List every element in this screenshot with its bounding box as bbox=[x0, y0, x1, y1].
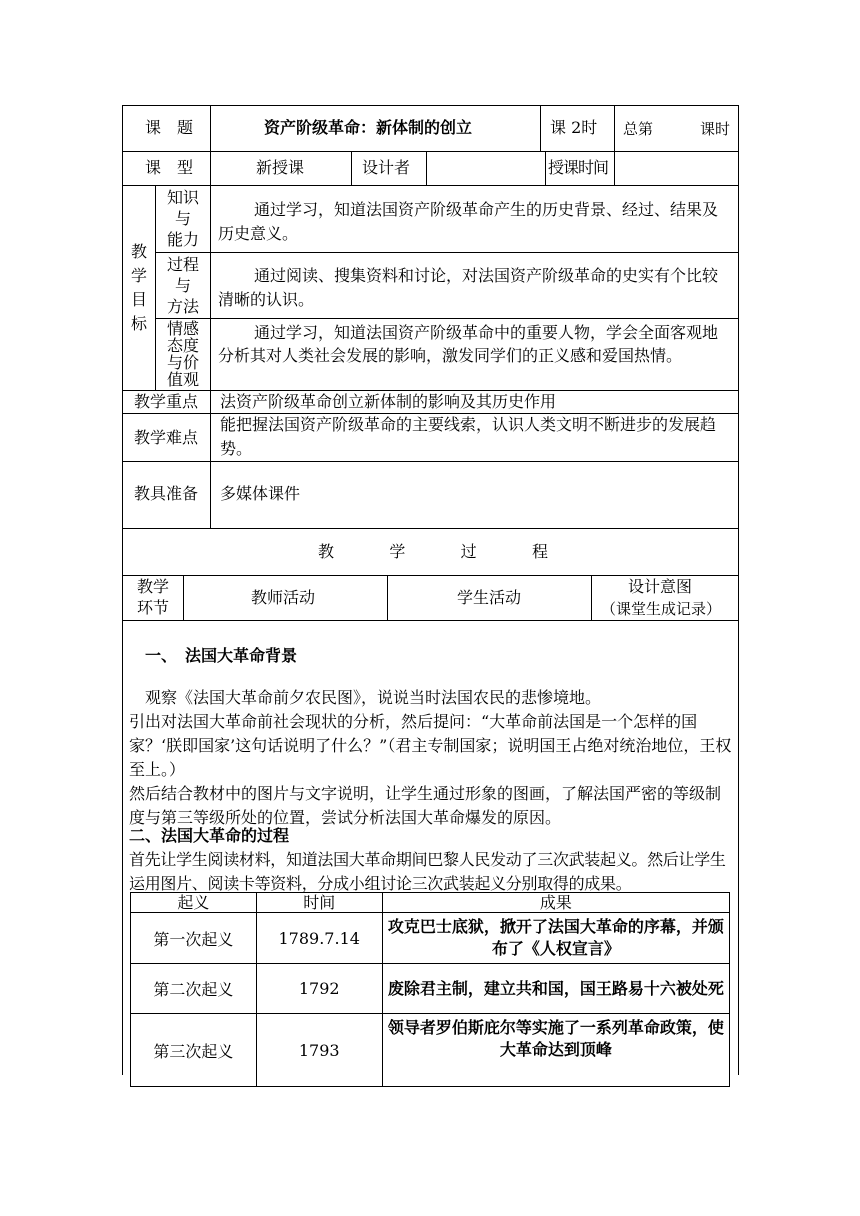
section-heading-1: 一、 法国大革命背景 bbox=[145, 646, 298, 665]
stage-header-line: 环节 bbox=[136, 598, 169, 617]
objective-label-knowledge bbox=[157, 187, 209, 250]
paragraph-2: 引出对法国大革命前社会现状的分析，然后提问：“大革命前法国是一个怎样的国家？‘朕即国家’这句话说明了什么？”（君主专制国家；说明国王占绝对统治地位，王权至上。） bbox=[129, 712, 732, 779]
intent-subheader: （课堂生成记录） bbox=[601, 600, 722, 618]
objective-text-emotion: 通过学习，知道法国资产阶级革命中的重要人物，学会全面客观地分析其对人类社会发展的影响，激发同学们的正义感和爱国热情。 bbox=[218, 323, 719, 365]
lesson-hours: 课 2时 bbox=[550, 118, 598, 137]
label-line: 与 bbox=[174, 276, 191, 295]
stage-header bbox=[124, 576, 182, 618]
teacher-header: 教师活动 bbox=[251, 588, 316, 607]
difficulty-label: 教学难点 bbox=[134, 428, 199, 447]
uprisings-table bbox=[130, 892, 730, 1087]
vline bbox=[210, 185, 211, 528]
table-row bbox=[131, 913, 730, 964]
difficulty-text: 能把握法国资产阶级革命的主要线索，认识人类文明不断进步的发展趋势。 bbox=[220, 415, 717, 458]
objective-text-process: 通过阅读、搜集资料和讨论，对法国资产阶级革命的史实有个比较清晰的认识。 bbox=[218, 266, 719, 309]
designer-label: 设计者 bbox=[362, 158, 411, 177]
objective-label-emotion bbox=[157, 320, 209, 388]
header-uprising: 起义 bbox=[131, 893, 257, 913]
header-result: 成果 bbox=[382, 893, 729, 913]
vline bbox=[155, 185, 156, 390]
uprising-name: 第一次起义 bbox=[131, 913, 257, 964]
hline bbox=[122, 528, 739, 529]
total-prefix: 总第 bbox=[623, 120, 654, 138]
label-line: 与 bbox=[174, 209, 191, 228]
uprising-name: 第三次起义 bbox=[131, 1014, 257, 1087]
type-value: 新授课 bbox=[256, 158, 305, 177]
header-time: 时间 bbox=[256, 893, 382, 913]
hline bbox=[155, 318, 739, 319]
tools-label: 教具准备 bbox=[134, 484, 199, 503]
uprising-result: 废除君主制，建立共和国，国王路易十六被处死 bbox=[382, 964, 729, 1014]
objectives-label-char: 目 bbox=[130, 290, 147, 309]
vline bbox=[351, 151, 352, 185]
process-title-char: 教 bbox=[318, 542, 335, 561]
frame-top bbox=[122, 105, 739, 106]
objective-label-process bbox=[157, 254, 209, 317]
table-header-row bbox=[131, 893, 730, 913]
label-line: 态度 bbox=[166, 336, 199, 355]
objectives-label-char: 教 bbox=[130, 242, 147, 261]
process-title-char: 过 bbox=[460, 542, 477, 561]
label-line: 情感 bbox=[166, 319, 199, 338]
process-title-char: 程 bbox=[531, 542, 548, 561]
objectives-label bbox=[126, 240, 152, 336]
intent-header: 设计意图 bbox=[628, 577, 693, 596]
uprising-time: 1792 bbox=[256, 964, 382, 1014]
key-point-text: 法资产阶级革命创立新体制的影响及其历史作用 bbox=[220, 392, 557, 411]
vline bbox=[545, 151, 546, 185]
process-title bbox=[318, 541, 548, 563]
frame-right bbox=[738, 105, 739, 1075]
hline bbox=[122, 461, 739, 462]
label-line: 值观 bbox=[166, 370, 199, 389]
label-line: 与价 bbox=[166, 353, 199, 372]
table-row bbox=[131, 1014, 730, 1087]
time-label: 授课时间 bbox=[548, 158, 609, 177]
table-row bbox=[131, 964, 730, 1014]
vline bbox=[387, 575, 388, 620]
type-label: 课 型 bbox=[145, 158, 194, 177]
uprising-result: 攻克巴士底狱，掀开了法国大革命的序幕，并颁布了《人权宣言》 bbox=[382, 913, 729, 964]
student-header: 学生活动 bbox=[457, 588, 522, 607]
paragraph-4: 首先让学生阅读材料，知道法国大革命期间巴黎人民发动了三次武装起义。然后让学生运用图片、阅读卡等资料，分成小组讨论三次武装起义分别取得的成果。 bbox=[129, 850, 726, 893]
hline bbox=[122, 620, 739, 621]
frame-left bbox=[122, 105, 123, 1075]
vline bbox=[591, 575, 592, 620]
lesson-title: 资产阶级革命：新体制的创立 bbox=[264, 118, 473, 137]
paragraph-1: 观察《法国大革命前夕农民图》，说说当时法国农民的悲惨境地。 bbox=[145, 688, 602, 707]
process-title-char: 学 bbox=[389, 542, 406, 561]
hline bbox=[122, 151, 739, 152]
key-point-label: 教学重点 bbox=[134, 392, 199, 411]
label-line: 能力 bbox=[166, 230, 199, 249]
vline bbox=[540, 105, 541, 151]
uprising-time: 1793 bbox=[256, 1014, 382, 1087]
label-line: 方法 bbox=[166, 297, 199, 316]
uprising-time: 1789.7.14 bbox=[256, 913, 382, 964]
vline bbox=[210, 105, 211, 185]
hline bbox=[122, 185, 739, 186]
objective-text-knowledge: 通过学习，知道法国资产阶级革命产生的历史背景、经过、结果及历史意义。 bbox=[218, 200, 719, 243]
uprising-name: 第二次起义 bbox=[131, 964, 257, 1014]
paragraph-3: 然后结合教材中的图片与文字说明，让学生通过形象的图画，了解法国严密的等级制度与第三等级所处的位置，尝试分析法国大革命爆发的原因。 bbox=[129, 784, 722, 827]
uprising-result: 领导者罗伯斯庇尔等实施了一系列革命政策，使大革命达到顶峰 bbox=[382, 1014, 729, 1087]
tools-text: 多媒体课件 bbox=[220, 484, 301, 503]
stage-header-line: 教学 bbox=[136, 577, 169, 596]
section-heading-2: 二、法国大革命的过程 bbox=[129, 826, 290, 845]
objectives-label-char: 学 bbox=[130, 266, 147, 285]
objectives-label-char: 标 bbox=[130, 314, 147, 333]
vline bbox=[426, 151, 427, 185]
label-line: 过程 bbox=[166, 255, 199, 274]
title-label: 课 题 bbox=[145, 118, 194, 137]
hline bbox=[155, 252, 739, 253]
vline bbox=[183, 575, 184, 620]
total-suffix: 课时 bbox=[700, 120, 731, 138]
vline bbox=[614, 105, 615, 185]
label-line: 知识 bbox=[166, 188, 199, 207]
